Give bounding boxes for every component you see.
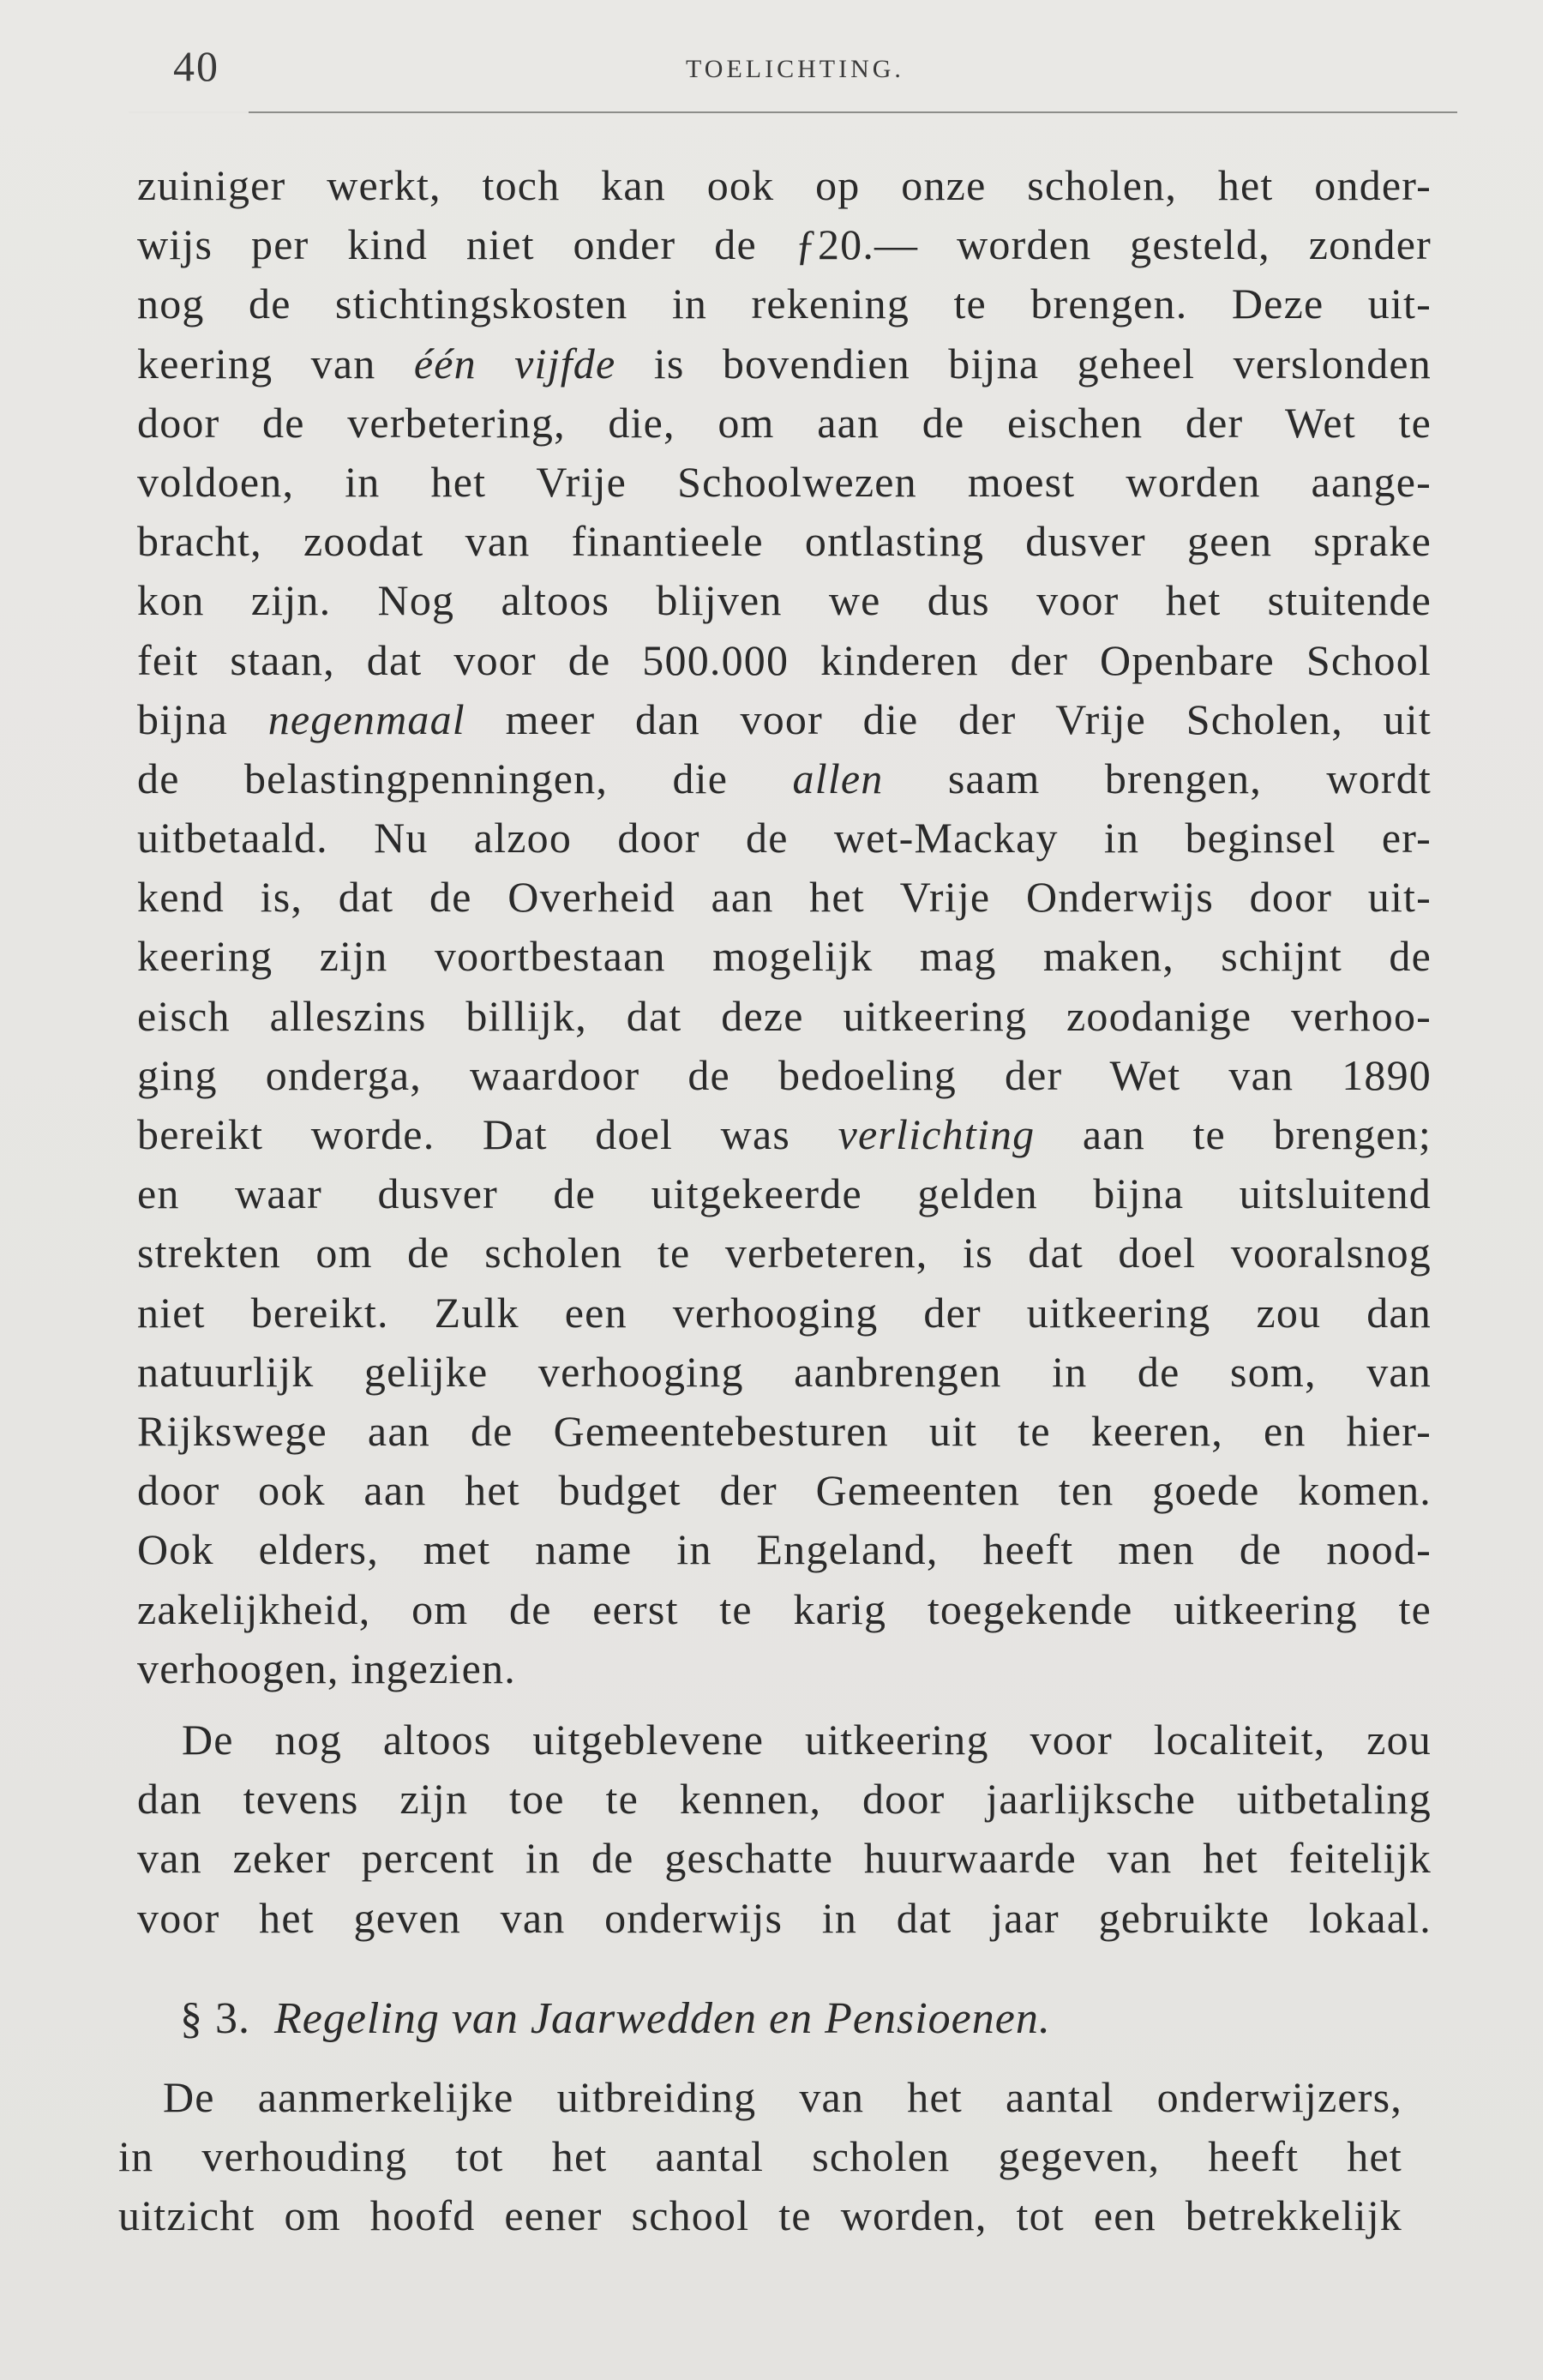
- paragraph-3: [118, 2068, 1402, 2246]
- text-line: uitbetaald. Nu alzoo door de wet-Mackay in beginsel er-: [137, 814, 1432, 862]
- text-line: verhoogen, ingezien.: [137, 1644, 516, 1692]
- text-line: eisch alleszins billijk, dat deze uitkeering zoodanige verhoo-: [137, 991, 1432, 1040]
- text-line: De nog altoos uitgeblevene uitkeering voor localiteit, zou: [182, 1716, 1432, 1764]
- text-line: Ook elders, met name in Engeland, heeft men de nood-: [137, 1525, 1432, 1574]
- text-line: bereikt worde. Dat doel was verlichting aan te brengen;: [137, 1110, 1432, 1158]
- text-line: van zeker percent in de geschatte huurwaarde van het feitelijk: [137, 1834, 1432, 1883]
- text-line: de belastingpenningen, die allen saam brengen, wordt: [137, 754, 1432, 802]
- text-line: wijs per kind niet onder de ƒ20.— worden gesteld, zonder: [137, 220, 1432, 269]
- text-line: nog de stichtingskosten in rekening te brengen. Deze uit-: [137, 279, 1432, 328]
- paragraph-1: [137, 156, 1432, 1698]
- text-line: door ook aan het budget der Gemeenten ten goede komen.: [137, 1466, 1432, 1515]
- page-number: 40: [173, 42, 219, 90]
- text-line: door de verbetering, die, om aan de eischen der Wet te: [137, 398, 1432, 447]
- text-line: zakelijkheid, om de eerst te karig toegekende uitkeering te: [137, 1584, 1432, 1633]
- text-line: niet bereikt. Zulk een verhooging der uitkeering zou dan: [137, 1288, 1432, 1337]
- text-line: in verhouding tot het aantal scholen gegeven, heeft het: [118, 2132, 1402, 2181]
- text-line: bracht, zoodat van finantieele ontlasting dusver geen sprake: [137, 517, 1432, 566]
- text-line: voor het geven van onderwijs in dat jaar gebruikte lokaal.: [137, 1893, 1432, 1942]
- text-line: uitzicht om hoofd eener school te worden, tot een betrekkelijk: [118, 2191, 1402, 2240]
- text-line: bijna negenmaal meer dan voor die der Vrije Scholen, uit: [137, 694, 1432, 743]
- paragraph-2: [137, 1710, 1432, 1948]
- text-line: keering zijn voortbestaan mogelijk mag maken, schijnt de: [137, 932, 1432, 981]
- running-header: [129, 41, 1457, 118]
- text-line: zuiniger werkt, toch kan ook op onze scholen, het onder-: [137, 161, 1432, 209]
- text-line: voldoen, in het Vrije Schoolwezen moest worden aange-: [137, 457, 1432, 506]
- text-line: natuurlijk gelijke verhooging aanbrengen in de som, van: [137, 1347, 1432, 1396]
- text-line: kend is, dat de Overheid aan het Vrije Onderwijs door uit-: [137, 873, 1432, 922]
- text-line: dan tevens zijn toe te kennen, door jaarlijksche uitbetaling: [137, 1775, 1432, 1824]
- text-line: De aanmerkelijke uitbreiding van het aantal onderwijzers,: [163, 2073, 1402, 2121]
- running-title: TOELICHTING.: [686, 55, 904, 83]
- text-line: kon zijn. Nog altoos blijven we dus voor het stuitende: [137, 576, 1432, 625]
- section-number: § 3.: [180, 1994, 250, 2043]
- text-line: en waar dusver de uitgekeerde gelden bijna uitsluitend: [137, 1169, 1432, 1218]
- text-line: ging onderga, waardoor de bedoeling der Wet van 1890: [137, 1050, 1432, 1099]
- text-line: strekten om de scholen te verbeteren, is dat doel vooralsnog: [137, 1229, 1432, 1277]
- header-rule: [129, 111, 1457, 113]
- text-line: keering van één vijfde is bovendien bijna geheel verslonden: [137, 339, 1432, 388]
- section-heading: [180, 1993, 1051, 2044]
- text-line: feit staan, dat voor de 500.000 kinderen der Openbare School: [137, 635, 1432, 684]
- section-title: Regeling van Jaarwedden en Pensioenen.: [274, 1994, 1051, 2043]
- text-line: Rijkswege aan de Gemeentebesturen uit te keeren, en hier-: [137, 1406, 1432, 1455]
